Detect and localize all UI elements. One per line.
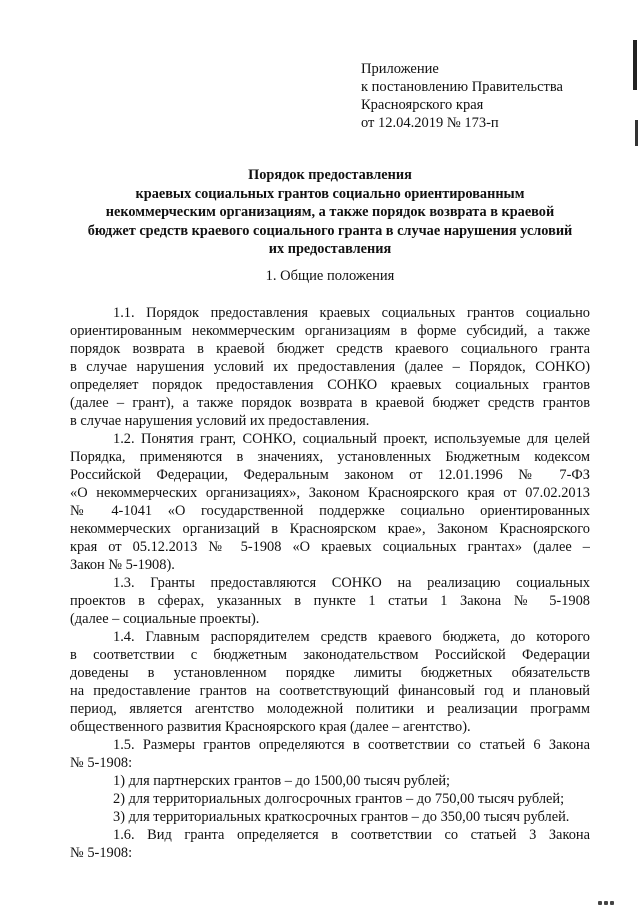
body-line: проектов в сферах, указанных в пункте 1 статьи 1 Закона № 5-1908 bbox=[70, 593, 590, 609]
body-line: (далее – социальные проекты). bbox=[70, 611, 260, 627]
appendix-block bbox=[361, 60, 563, 132]
title-line: некоммерческим организациям, а также порядок возврата в краевой bbox=[105, 204, 555, 220]
body-line: (далее – грант), а также порядок возврата в краевой бюджет средств грантов bbox=[70, 395, 590, 411]
body-line: 1.3. Гранты предоставляются СОНКО на реализацию социальных bbox=[113, 575, 590, 591]
body-line: некоммерческих организаций в Красноярском крае», Законом Красноярского bbox=[70, 521, 590, 537]
appendix-line: Приложение bbox=[361, 61, 439, 77]
scan-edge-mark bbox=[633, 40, 637, 90]
scan-footer-mark bbox=[598, 892, 620, 900]
document-title bbox=[70, 166, 590, 259]
body-line: 1.4. Главным распорядителем средств краевого бюджета, до которого bbox=[113, 629, 590, 645]
appendix-line: от 12.04.2019 № 173-п bbox=[361, 115, 499, 131]
body-line: Порядка, применяются в значениях, установленных Бюджетным кодексом bbox=[70, 449, 590, 465]
body-line: в случае нарушения условий их предоставления. bbox=[70, 413, 370, 429]
body-line: 3) для территориальных краткосрочных грантов – до 350,00 тысяч рублей. bbox=[113, 809, 570, 825]
section-heading: 1. Общие положения bbox=[265, 268, 395, 284]
title-line: бюджет средств краевого социального гранта в случае нарушения условий bbox=[87, 222, 573, 239]
body-line: 1.2. Понятия грант, СОНКО, социальный проект, используемые для целей bbox=[113, 431, 590, 447]
body-line: общественного развития Красноярского края (далее – агентство). bbox=[70, 719, 471, 735]
title-line: краевых социальных грантов социально ориентированным bbox=[135, 185, 525, 202]
body-line: 1.6. Вид гранта определяется в соответствии со статьей 3 Закона bbox=[113, 827, 590, 843]
body-line: ориентированным некоммерческим организациям в форме субсидий, а также bbox=[70, 323, 590, 339]
body-text bbox=[70, 304, 590, 862]
body-line: в случае нарушения условий их предоставления (далее – Порядок, СОНКО) bbox=[70, 359, 590, 375]
body-line: № 4-1041 «О государственной поддержке социально ориентированных bbox=[70, 503, 590, 519]
appendix-line: Красноярского края bbox=[361, 97, 484, 113]
appendix-line: к постановлению Правительства bbox=[361, 79, 563, 95]
body-line: края от 05.12.2013 № 5-1908 «О краевых социальных грантах» (далее – bbox=[70, 539, 590, 555]
body-line: № 5-1908: bbox=[70, 845, 133, 861]
body-line: Российской Федерации, Федеральным законом от 12.01.1996 № 7-ФЗ bbox=[70, 467, 590, 483]
body-line: период, является агентство молодежной политики и реализации программ bbox=[70, 701, 590, 717]
body-line: порядок возврата в краевой бюджет средств краевого социального гранта bbox=[70, 341, 590, 357]
scan-edge-mark bbox=[635, 120, 638, 146]
body-line: в соответствии с бюджетным законодательством Российской Федерации bbox=[70, 647, 590, 663]
title-line: Порядок предоставления bbox=[248, 167, 412, 183]
body-line: Закон № 5-1908). bbox=[70, 557, 175, 573]
body-line: 1) для партнерских грантов – до 1500,00 тысяч рублей; bbox=[113, 773, 451, 789]
body-line: 2) для территориальных долгосрочных грантов – до 750,00 тысяч рублей; bbox=[113, 791, 565, 807]
body-line: 1.5. Размеры грантов определяются в соответствии со статьей 6 Закона bbox=[113, 737, 590, 753]
body-line: № 5-1908: bbox=[70, 755, 133, 771]
body-line: определяет порядок предоставления СОНКО краевых социальных грантов bbox=[70, 377, 590, 393]
body-line: доведены в установленном порядке лимиты бюджетных обязательств bbox=[70, 665, 590, 681]
title-line: их предоставления bbox=[268, 241, 392, 257]
body-line: «О некоммерческих организациях», Законом Красноярского края от 07.02.2013 bbox=[70, 485, 590, 501]
body-line: на предоставление грантов на соответствующий финансовый год и плановый bbox=[70, 683, 590, 699]
body-line: 1.1. Порядок предоставления краевых социальных грантов социально bbox=[113, 305, 590, 321]
